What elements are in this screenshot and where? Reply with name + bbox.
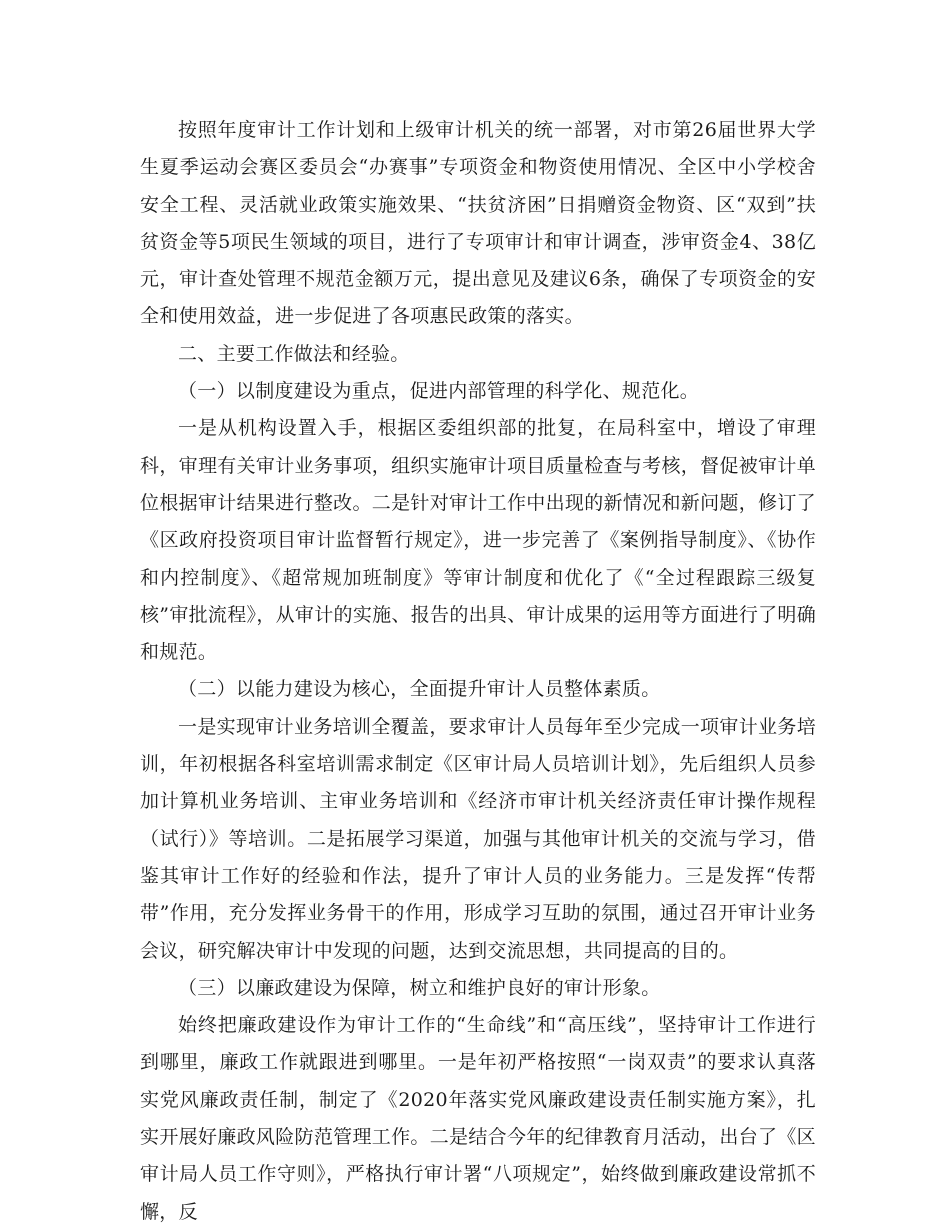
paragraph-integrity-building: 始终把廉政建设作为审计工作的“生命线”和“高压线”，坚持审计工作进行到哪里，廉政工作就跟进到哪里。一是年初严格按照“一岗双责”的要求认真落实党风廉政责任制，制定了《2020年落实党风廉政建设责任制实施方案》，扎实开展好廉政风险防范管理工作。二是结合今年的纪律教育月活动，出台了《区审计局人员工作守则》，严格执行审计署“八项规定”，始终做到廉政建设常抓不懈，反	[140, 1014, 816, 1223]
subheading-institution-building: （一）以制度建设为重点，促进内部管理的科学化、规范化。	[178, 380, 700, 403]
paragraph-capability-building: 一是实现审计业务培训全覆盖，要求审计人员每年至少完成一项审计业务培训，年初根据各科室培训需求制定《区审计局人员培训计划》，先后组织人员参加计算机业务培训、主审业务培训和《经济市审计机关经济责任审计操作规程（试行）》等培训。二是拓展学习渠道，加强与其他审计机关的交流与学习，借鉴其审计工作好的经验和作法，提升了审计人员的业务能力。三是发挥“传帮带”作用，充分发挥业务骨干的作用，形成学习互助的氛围，通过召开审计业务会议，研究解决审计中发现的问题，达到交流思想，共同提高的目的。	[140, 715, 816, 962]
document-body	[140, 112, 816, 1231]
subheading-integrity-building: （三）以廉政建设为保障，树立和维护良好的审计形象。	[178, 976, 661, 999]
paragraph-special-audits: 按照年度审计工作计划和上级审计机关的统一部署，对市第26届世界大学生夏季运动会赛区委员会“办赛事”专项资金和物资使用情况、全区中小学校舍安全工程、灵活就业政策实施效果、“扶贫济困”日捐赠资金物资、区“双到”扶贫资金等5项民生领域的项目，进行了专项审计和审计调查，涉审资金4、38亿元，审计查处管理不规范金额万元，提出意见及建议6条，确保了专项资金的安全和使用效益，进一步促进了各项惠民政策的落实。	[140, 119, 816, 328]
paragraph-institution-building: 一是从机构设置入手，根据区委组织部的批复，在局科室中，增设了审理科，审理有关审计业务事项，组织实施审计项目质量检查与考核，督促被审计单位根据审计结果进行整改。二是针对审计工作中出现的新情况和新问题，修订了《区政府投资项目审计监督暂行规定》，进一步完善了《案例指导制度》、《协作和内控制度》、《超常规加班制度》等审计制度和优化了《“全过程跟踪三级复核”审批流程》，从审计的实施、报告的出具、审计成果的运用等方面进行了明确和规范。	[140, 417, 817, 664]
subheading-capability-building: （二）以能力建设为核心，全面提升审计人员整体素质。	[178, 678, 661, 701]
section-heading-main-practices: 二、主要工作做法和经验。	[178, 342, 410, 365]
